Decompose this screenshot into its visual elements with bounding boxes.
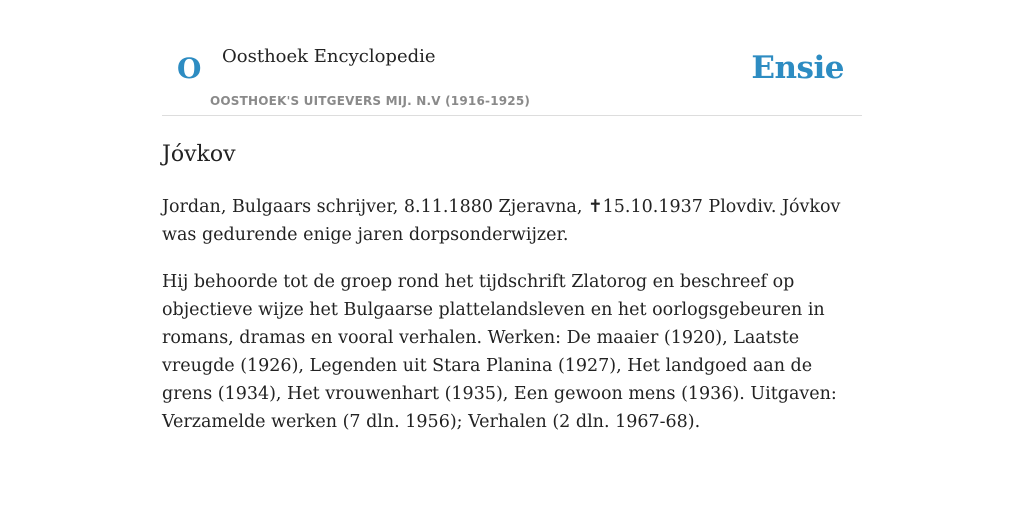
publisher-label: OOSTHOEK'S UITGEVERS MIJ. N.V (1916-1925) xyxy=(210,94,531,108)
site-title[interactable]: Oosthoek Encyclopedie xyxy=(222,46,436,67)
brand-logo-link[interactable]: Ensie xyxy=(751,50,844,86)
article-paragraph-1: Jordan, Bulgaars schrijver, 8.11.1880 Zjeravna, ✝15.10.1937 Plovdiv. Jóvkov was gedurende enige jaren dorpsonderwijzer. xyxy=(162,197,841,245)
article xyxy=(162,141,862,436)
entry-title: Jóvkov xyxy=(162,142,236,167)
page xyxy=(162,0,862,436)
site-header xyxy=(162,44,862,116)
article-paragraph-2: Hij behoorde tot de groep rond het tijdschrift Zlatorog en beschreef op objectieve wijze het Bulgaarse plattelandsleven en het oorlogsgebeuren in romans, dramas en vooral verhalen. Werken: De maaier (1920), Laatste vreugde (1926), Legenden uit Stara Planina (1927), Het landgoed aan de grens (1934), Het vrouwenhart (1935), Een gewoon mens (1936). Uitgaven: Verzamelde werken (7 dln. 1956); Verhalen (2 dln. 1967-68). xyxy=(162,272,837,432)
logo-link[interactable]: O xyxy=(177,52,202,85)
